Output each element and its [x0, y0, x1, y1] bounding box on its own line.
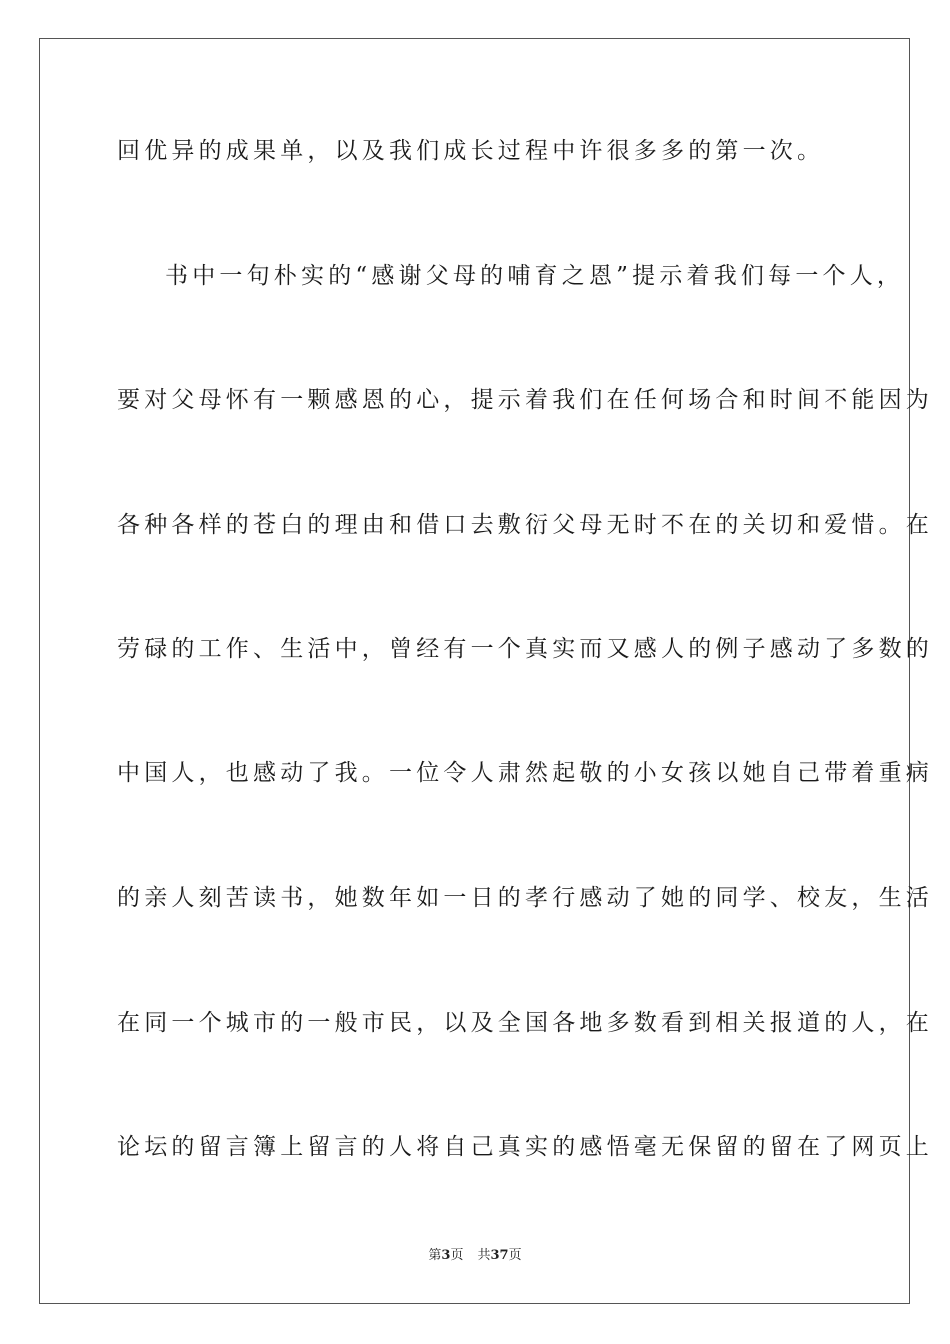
paragraph-line-5: 劳碌的工作、生活中，曾经有一个真实而又感人的例子感动了多数的 — [117, 636, 933, 662]
paragraph-line-1: 回优异的成果单，以及我们成长过程中许很多多的第一次。 — [117, 138, 825, 164]
page-number-suffix: 页 — [450, 1248, 464, 1263]
paragraph-line-4: 各种各样的苍白的理由和借口去敷衍父母无时不在的关切和爱惜。在 — [117, 512, 933, 538]
paragraph-line-3: 要对父母怀有一颗感恩的心，提示着我们在任何场合和时间不能因为 — [117, 387, 933, 413]
page-border — [39, 38, 933, 1304]
paragraph-line-7: 的亲人刻苦读书，她数年如一日的孝行感动了她的同学、校友，生活 — [117, 885, 933, 911]
total-pages-number: 37 — [490, 1248, 509, 1263]
paragraph-line-9: 论坛的留言簿上留言的人将自己真实的感悟毫无保留的留在了网页上 — [117, 1134, 933, 1160]
page-footer — [0, 1247, 950, 1265]
paragraph-line-2: 书中一句朴实的“感谢父母的哺育之恩”提示着我们每一个人， — [165, 263, 905, 289]
total-pages-prefix: 共 — [477, 1248, 491, 1263]
current-page-number: 3 — [441, 1248, 451, 1263]
paragraph-line-8: 在同一个城市的一般市民，以及全国各地多数看到相关报道的人，在 — [117, 1010, 933, 1036]
page-number-prefix: 第 — [428, 1248, 442, 1263]
paragraph-line-6: 中国人，也感动了我。一位令人肃然起敬的小女孩以她自己带着重病 — [117, 760, 933, 786]
total-pages-suffix: 页 — [508, 1248, 522, 1263]
